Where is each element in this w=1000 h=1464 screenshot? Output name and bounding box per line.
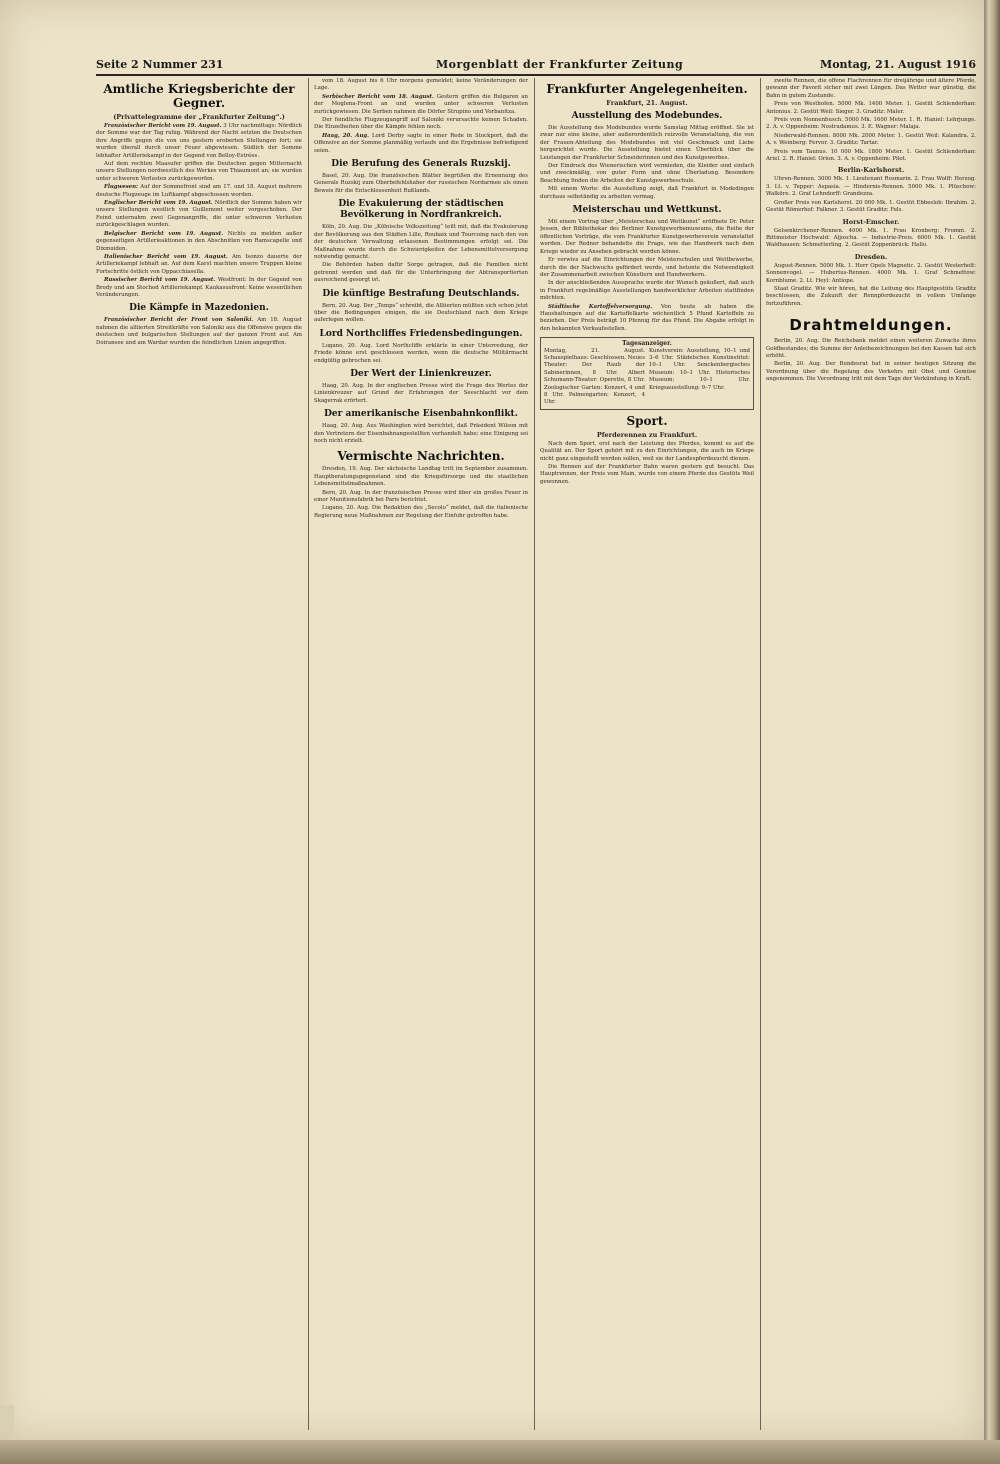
article-paragraph: In der anschließenden Aussprache wurde der Wunsch geäußert, daß auch in Frankfurt regelmäßige Ausstellungen handwerklicher Arbeiten stattfinden möchten.	[540, 280, 754, 302]
race-result: Preis vom Nonnenbusch. 5000 Mk. 1600 Meter. 1. R. Haniel: Lehrjunge. 2. A. v. Oppenheim: Nostradamus. 3. E. Wagner: Malaja.	[766, 117, 976, 131]
header-date: Montag, 21. August 1916	[820, 58, 976, 71]
headline-horse-racing: Pferderennen zu Frankfurt.	[596, 430, 698, 439]
events-listing-right: Kunstverein: Ausstellung, 10–1 und 3–6 Uhr. Städelsches Kunstinstitut: 10–1 Uhr. Senckenbergisches Museum: 10–1 Uhr. Historisches Museum: 10–1 Uhr. Kriegsausstellung: 9–7 Uhr.	[649, 347, 750, 391]
race-result: Preis vom Taunus. 10 000 Mk. 1800 Meter. 1. Gestüt Schlenderhan: Ariel. 2. R. Haniel: Orion. 3. A. v. Oppenheim: Pilot.	[766, 148, 976, 163]
article-paragraph: Staat Graditz. Wie wir hören, hat die Leitung des Hauptgestüts Graditz beschlossen, die Zukunft der Rennpferdezucht in vollem Umfange fortzuführen.	[766, 285, 976, 307]
article-paragraph: Französischer Bericht vom 19. August. 3 Uhr nachmittags: Nördlich der Somme war der Tag ruhig. Während der Nacht setzten die Deutschen ihre Angriffe gegen die von uns gestern eroberten Stellungen fort; sie wurden überall durch unser Feuer abgewiesen. Südlich der Somme lebhafter Artilleriekampf in der Gegend von Belloy-Estrées.	[96, 123, 302, 159]
column-3	[540, 78, 754, 1430]
article-paragraph: Mit einem Worte: die Ausstellung zeigt, daß Frankfurt in Modedingen durchaus selbständig zu arbeiten vermag.	[540, 186, 754, 200]
article-paragraph: Er verwies auf die Einrichtungen der Meisterschulen und Wettbewerbe, durch die der Nachwuchs gefördert werde, und betonte die Notwendigkeit der Zusammenarbeit zwischen Künstlern und Handwerkern.	[540, 257, 754, 278]
race-result: August-Rennen. 5000 Mk. 1. Herr Opels Magnetic. 2. Gestüt Westerholt: Sonnenvogel. — Hubertus-Rennen. 4000 Mk. 1. Graf Schmettow: Kornblume. 2. Lt. Heyl: Antiope.	[766, 262, 976, 284]
headline-battlecruisers: Der Wert der Linienkreuzer.	[350, 368, 492, 379]
header-page-number: Seite 2 Nummer 231	[96, 58, 224, 71]
race-result: Niederwald-Rennen. 8000 Mk. 2000 Meter. 1. Gestüt Weil: Kalandra. 2. A. v. Weinberg: Fervor. 3. Graditz: Tartar.	[766, 132, 976, 147]
column-2	[314, 78, 528, 1430]
article-paragraph: Die Ausstellung des Modebundes wurde Samstag Mittag eröffnet. Sie ist zwar nur eine kleine, aber außerordentlich reizvolle Veranstaltung, die von der Frauen-Abteilung des Modebundes mit viel Geschmack und Liebe hergerichtet wurde. Die Ausstellung bietet einen Überblick über die Leistungen der Frankfurter Schneiderinnen und des Kunstgewerbes.	[540, 125, 754, 161]
headline-dresden: Dresden.	[854, 252, 888, 261]
article-paragraph: Basel, 20. Aug. Die französischen Blätter begrüßen die Ernennung des Generals Ruzskij zum Oberbefehlshaber der russischen Nordarmee als einen Beweis für die Entschlossenheit Rußlands.	[314, 173, 528, 194]
article-paragraph: Englischer Bericht vom 19. August. Nördlich der Somme haben wir unsere Stellungen westlich von Guillemont weiter vorgeschoben. Der Feind unternahm zwei Gegenangriffe, die unter schweren Verlusten zurückgeschlagen wurden.	[96, 200, 302, 229]
column-1	[96, 78, 302, 1430]
article-paragraph: Lugano, 20. Aug. Lord Northcliffe erklärte in einer Unterredung, der Friede könne erst geschlossen werden, wenn die deutsche Militärmacht endgültig gebrochen sei.	[314, 342, 528, 364]
article-paragraph: Städtische Kartoffelversorgung. Von heute ab haben die Haushaltungen auf die Kartoffelkarte wöchentlich 5 Pfund Kartoffeln zu beziehen. Der Preis beträgt 10 Pfennig für das Pfund. Die Abgabe erfolgt in den bekannten Verkaufsstellen.	[540, 303, 754, 332]
header-masthead: Morgenblatt der Frankfurter Zeitung	[436, 58, 684, 71]
article-paragraph: Französischer Bericht der Front von Saloniki. Am 18. August nahmen die alliierten Streitkräfte von Saloniki aus die Offensive gegen die deutschen und bulgarischen Stellungen auf der ganzen Front auf. Am Doiransee und am Wardar wurden die feindlichen Linien angegriffen.	[96, 317, 302, 346]
article-paragraph: Haag, 20. Aug. Aus Washington wird berichtet, daß Präsident Wilson mit den Vertretern der Eisenbahnangestellten verhandelt habe; eine Einigung sei noch nicht erzielt.	[314, 423, 528, 444]
events-listing-title: Tagesanzeiger.	[622, 340, 672, 348]
page-header	[96, 58, 976, 76]
headline-evacuation: Die Evakuierung der städtischen Bevölkerung in Nordfrankreich.	[338, 199, 504, 221]
article-paragraph: Serbischer Bericht vom 18. August. Gestern griffen die Bulgaren an der Moglena-Front an und wurden unter schweren Verlusten zurückgewiesen. Die Serben nahmen die Dörfer Strupino und Vorbanitza.	[314, 93, 528, 115]
article-paragraph: Belgischer Bericht vom 19. August. Nichts zu melden außer gegenseitigen Artillerieaktionen in den Abschnitten von Ramscapelle und Dixmuiden.	[96, 230, 302, 252]
article-paragraph: Haag, 20. Aug. In der englischen Presse wird die Frage des Wertes der Linienkreuzer auf Grund der Erfahrungen der Seeschlacht vor dem Skagerrak erörtert.	[314, 382, 528, 404]
section-subtitle: (Privattelegramme der „Frankfurter Zeitung“.)	[113, 113, 285, 121]
article-paragraph: Nach dem Sport, erst nach der Leistung des Pferdes, kommt es auf die Qualität an. Der Sport gehört mit zu den Einrichtungen, die auch im Kriege nicht ganz eingestellt werden sollen, weil sie der Landespferdezucht dienen.	[540, 440, 754, 462]
race-result: Großer Preis von Karlshorst. 20 000 Mk. 1. Gestüt Ebbeslob: Ibrahim. 2. Gestüt Römerhof: Falkner. 3. Gestüt Graditz: Fels.	[766, 199, 976, 214]
article-paragraph: vom 18. August bis 6 Uhr morgens gemeldet; keine Veränderungen der Lage.	[314, 78, 528, 92]
column-rule	[534, 78, 535, 1430]
section-title-telegrams: Drahtmeldungen.	[789, 316, 953, 335]
book-edge	[984, 0, 1000, 1464]
article-paragraph: Bern, 20. Aug. Der „Temps“ schreibt, die Alliierten müßten sich schon jetzt über die Bedingungen einigen, die sie Deutschland nach dem Kriege auferlegen wollen.	[314, 302, 528, 324]
section-title-war-reports: Amtliche Kriegsberichte der Gegner.	[103, 82, 295, 110]
article-paragraph: Russischer Bericht vom 19. August. Westfront: In der Gegend von Brody und am Stochod Artilleriekampf. Kaukasusfront: Keine wesentlichen Veränderungen.	[96, 277, 302, 298]
article-paragraph: Berlin, 20. Aug. Der Bundesrat hat in seiner heutigen Sitzung die Verordnung über die Regelung des Verkehrs mit Obst und Gemüse angenommen. Die Verordnung tritt mit dem Tage der Verkündung in Kraft.	[766, 361, 976, 383]
headline-railway-conflict: Der amerikanische Eisenbahnkonflikt.	[324, 409, 518, 420]
section-title-macedonia: Die Kämpfe in Mazedonien.	[129, 303, 269, 314]
article-paragraph: Bern, 20. Aug. In der französischen Presse wird über ein großes Feuer in einer Munitionsfabrik bei Paris berichtet.	[314, 489, 528, 504]
section-title-miscellaneous: Vermischte Nachrichten.	[337, 449, 505, 464]
column-rule	[760, 78, 761, 1430]
headline-fashion-exhibition: Ausstellung des Modebundes.	[571, 111, 723, 121]
article-paragraph: Haag, 20. Aug. Lord Derby sagte in einer Rede in Stockport, daß die Offensive an der Somme planmäßig verlaufe und die Ergebnisse befriedigend seien.	[314, 132, 528, 154]
article-paragraph: Lugano, 20. Aug. Die Redaktion des „Secolo“ meldet, daß die italienische Regierung neue Maßnahmen zur Regelung der Einfuhr getroffen habe.	[314, 505, 528, 519]
race-result: Gelsenkirchener-Rennen. 4000 Mk. 1. Frau Kronberg: Fromm. 2. Rittmeister Hochwald: Aljoscha. — Industrie-Preis. 6000 Mk. 1. Gestüt Waldhausen: Schmetterling. 2. Gestüt Zoppenbrück: Hallo.	[766, 227, 976, 249]
article-paragraph: Der Eindruck des Wienerischen wird vermieden, die Kleider sind einfach und zweckmäßig, von guter Form und ohne Überladung. Besondere Beachtung finden die Arbeiten der Kunstgewerbeschule.	[540, 163, 754, 184]
headline-karlshorst: Berlin-Karlshorst.	[837, 166, 905, 175]
article-paragraph: Flugwesen: Auf der Sommefront sind am 17. und 18. August mehrere deutsche Flugzeuge im Luftkampf abgeschossen worden.	[96, 184, 302, 198]
article-paragraph: Berlin, 20. Aug. Die Reichsbank meldet einen weiteren Zuwachs ihres Goldbestandes; die Summe der Anleihezeichnungen bei den Kassen hat sich erhöht.	[766, 338, 976, 359]
headline-horst-emscher: Horst-Emscher.	[842, 217, 900, 226]
section-title-frankfurt: Frankfurter Angelegenheiten.	[546, 82, 748, 96]
headline-meisterschau: Meisterschau und Wettkunst.	[572, 205, 722, 216]
section-title-sport: Sport.	[626, 413, 668, 428]
article-paragraph: Mit einem Vortrag über „Meisterschau und Wettkunst“ eröffnete Dr. Peter Jessen, der Bibliothekar des Berliner Kunstgewerbemuseums, die Reihe der öffentlichen Vorträge, die vom Frankfurter Kunstgewerbeverein veranstaltet werden. Der Redner behandelte die Frage, wie das Handwerk nach dem Kriege wieder zu Ansehen gebracht werden könne.	[540, 219, 754, 255]
events-listing	[540, 337, 754, 410]
headline-punishment: Die künftige Bestrafung Deutschlands.	[322, 288, 520, 299]
page-margin-mark	[0, 1405, 14, 1435]
article-paragraph: Köln, 20. Aug. Die „Kölnische Volkszeitung“ teilt mit, daß die Evakuierung der Bevölkerung aus den Städten Lille, Roubaix und Tourcoing nach den von der deutschen Verwaltung erlassenen Bestimmungen erfolgt sei. Die Maßnahme wurde durch die Schwierigkeiten der Lebensmittelversorgung notwendig gemacht.	[314, 224, 528, 260]
events-listing-left: Montag, 21. August. Schauspielhaus: Geschlossen. Neues Theater: Der Raub der Sabinerinnen, 8 Uhr. Albert Schumann-Theater: Operette, 8 Uhr. Zoologischer Garten: Konzert, 4 und 8 Uhr. Palmengarten: Konzert, 4 Uhr.	[544, 347, 645, 406]
article-paragraph: Der feindliche Flugzeugangriff auf Saloniki verursachte keinen Schaden. Die Einzelheiten über die Kämpfe fehlen noch.	[314, 117, 528, 131]
article-paragraph: Die Rennen auf der Frankfurter Bahn waren gestern gut besucht. Das Hauptrennen, der Preis vom Main, wurde von einem Pferde des Gestüts Weil gewonnen.	[540, 464, 754, 485]
column-rule	[308, 78, 309, 1430]
headline-ruzskij: Die Berufung des Generals Ruzskij.	[331, 159, 511, 170]
article-paragraph: zweite Rennen, die offene Flachrennen für dreijährige und ältere Pferde, gewann der Favorit sicher mit zwei Längen. Das Wetter war günstig, die Bahn in gutem Zustande.	[766, 78, 976, 99]
article-paragraph: Dresden, 19. Aug. Der sächsische Landtag tritt im September zusammen. Hauptberatungsgegenstand sind die Kriegsfürsorge und die staatlichen Lebensmittelmaßnahmen.	[314, 466, 528, 488]
book-bottom-edge	[0, 1440, 1000, 1464]
article-paragraph: Italienischer Bericht vom 19. August. Am Isonzo dauerte der Artilleriekampf lebhaft an. Auf dem Karst machten unsere Truppen kleine Fortschritte östlich von Oppacchiasella.	[96, 253, 302, 275]
dateline: Frankfurt, 21. August.	[606, 99, 688, 107]
race-result: Uhren-Rennen. 3000 Mk. 1. Lieutenant Rosmarin. 2. Frau Wolff: Herzog. 3. Lt. v. Tepper: Aspasia. — Hindernis-Rennen. 5000 Mk. 1. Plüschow: Walküre. 2. Graf Lehndorff: Grandezza.	[766, 176, 976, 198]
headline-northcliffe: Lord Northcliffes Friedensbedingungen.	[319, 328, 523, 339]
column-4	[766, 78, 976, 1430]
race-result: Preis von Westhofen. 5000 Mk. 1400 Meter. 1. Gestüt Schlenderhan: Antonius. 2. Gestüt Weil: Sieger. 3. Graditz: Maler.	[766, 101, 976, 115]
article-paragraph: Auf dem rechten Maasufer griffen die Deutschen gegen Mitternacht unsere Stellungen nordwestlich des Werkes von Thiaumont an; sie wurden unter schweren Verlusten zurückgeworfen.	[96, 161, 302, 182]
article-paragraph: Die Behörden haben dafür Sorge getragen, daß die Familien nicht getrennt werden und daß für die Unterbringung der Abtransportierten ausreichend gesorgt ist.	[314, 262, 528, 284]
